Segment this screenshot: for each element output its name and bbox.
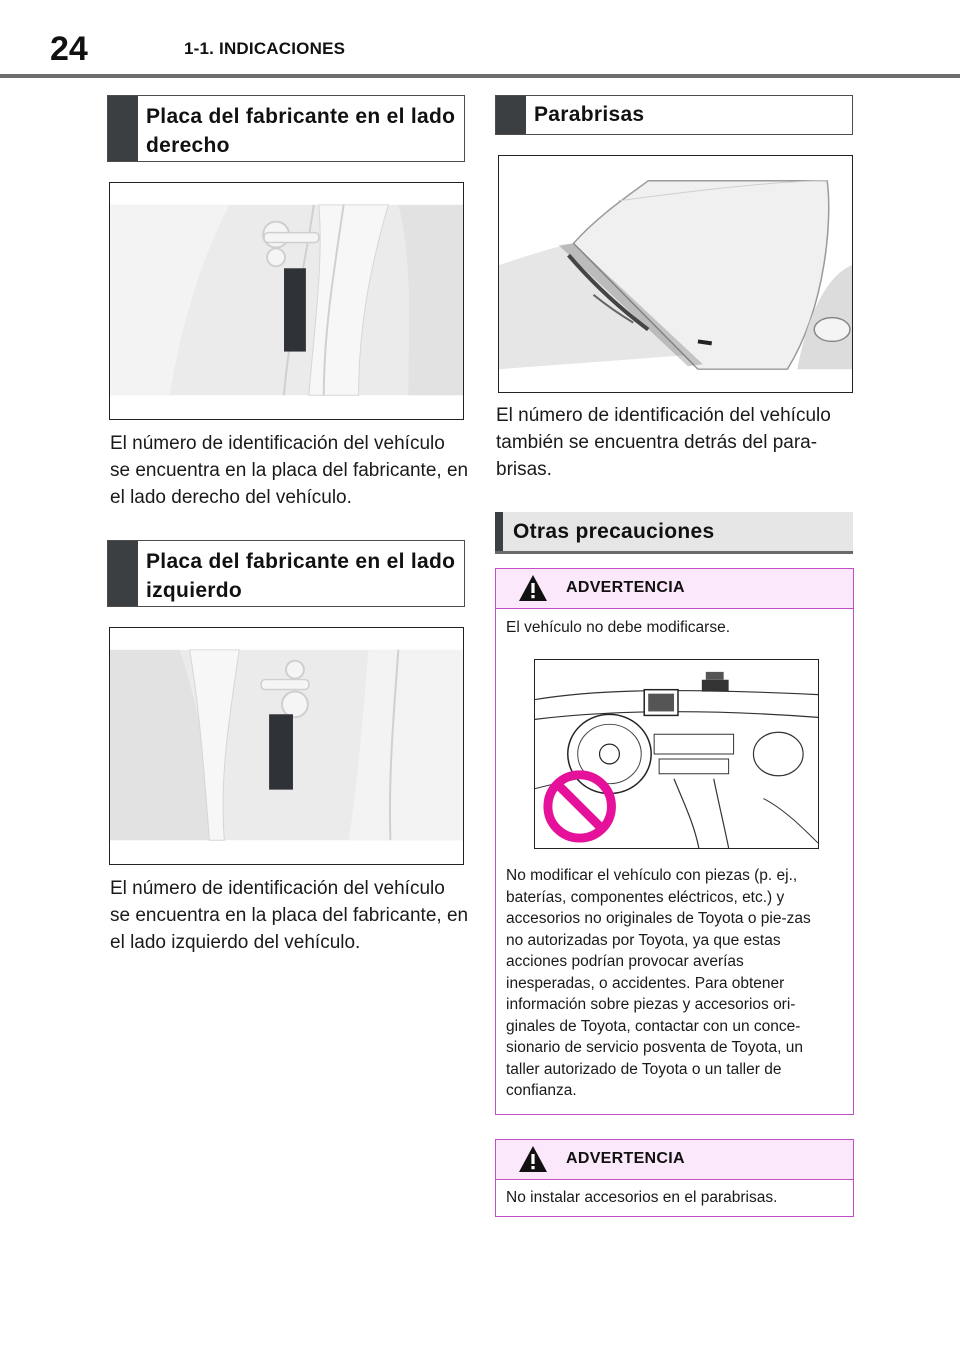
heading-bar	[108, 541, 138, 606]
windshield-illustration	[499, 156, 852, 392]
warning-text: No instalar accesorios en el parabrisas.	[506, 1189, 778, 1206]
section3-body: El número de identificación del vehículo también se encuentra detrás del para-brisas.	[496, 405, 831, 480]
section-heading-right-plate	[107, 95, 465, 162]
heading-bar	[108, 96, 138, 161]
section-heading-other-precautions	[495, 512, 853, 554]
warning-title-bar	[496, 1140, 853, 1180]
heading-text: Placa del fabricante en el lado derecho	[146, 105, 456, 157]
heading-bar	[496, 96, 526, 134]
heading-text: Otras precauciones	[513, 520, 715, 543]
heading-text: Parabrisas	[534, 103, 645, 126]
page-header	[0, 0, 960, 80]
section-heading-windshield	[495, 95, 853, 135]
warning-label: ADVERTENCIA	[566, 1150, 685, 1167]
heading-text: Placa del fabricante en el lado izquierdo	[146, 550, 456, 602]
figure-windshield	[498, 155, 853, 393]
warning-triangle-icon	[518, 574, 548, 602]
heading-bar	[495, 512, 503, 551]
dashboard-illustration	[535, 660, 818, 848]
warning-detail: No modificar el vehículo con piezas (p. ej., baterías, componentes eléctricos, etc.) y accesorios no originales de Toyota o pie-zas no autorizadas por Toyota, ya que estas acciones podrían provocar averías inesperadas, o accidentes. Para obtener información sobre piezas y accesorios ori-ginales de Toyota, contactar con un conce-sionario de servicio posventa de Toyota, un taller autorizado de Toyota o un taller de confianza.	[506, 867, 811, 1099]
page-number: 24	[50, 30, 88, 68]
warning-title-bar	[496, 569, 853, 609]
section1-body: El número de identificación del vehículo se encuentra en la placa del fabricante, en el lado derecho del vehículo.	[110, 433, 469, 508]
figure-left-door-plate	[109, 627, 464, 865]
door-pillar-right-illustration	[110, 183, 463, 419]
warning-box-modification	[495, 568, 854, 1115]
section-heading-left-plate	[107, 540, 465, 607]
section2-body: El número de identificación del vehículo se encuentra en la placa del fabricante, en el lado izquierdo del vehículo.	[110, 878, 469, 953]
warning-intro: El vehículo no debe modificarse.	[506, 619, 731, 636]
header-divider	[0, 74, 960, 78]
warning-triangle-icon	[518, 1145, 548, 1173]
door-pillar-left-illustration	[110, 628, 463, 864]
figure-dashboard	[534, 659, 819, 849]
warning-box-windshield-accessories	[495, 1139, 854, 1217]
warning-label: ADVERTENCIA	[566, 579, 685, 596]
figure-right-door-plate	[109, 182, 464, 420]
chapter-title: 1-1. INDICACIONES	[184, 39, 346, 58]
